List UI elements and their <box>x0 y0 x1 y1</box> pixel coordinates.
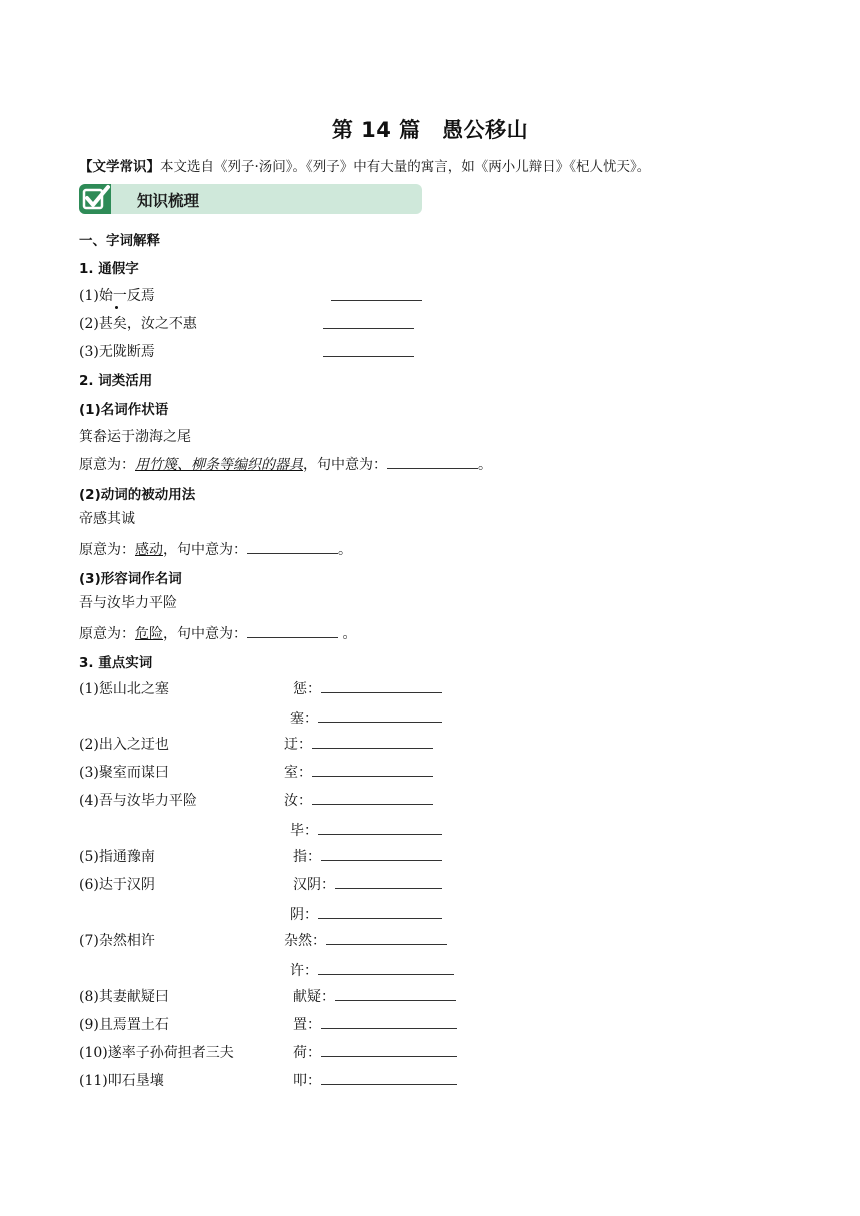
literature-tag: 【文学常识】 <box>79 159 160 175</box>
key-word: 献疑： <box>293 986 456 1006</box>
answer-blank[interactable] <box>326 930 447 945</box>
key-word: 塞： <box>290 708 442 728</box>
tongjiazi-heading: 1. 通假字 <box>79 261 139 277</box>
answer-blank[interactable] <box>323 342 414 357</box>
original-meaning: 危险 <box>135 626 163 642</box>
answer-blank[interactable] <box>318 904 442 919</box>
section-banner <box>79 184 422 214</box>
page-title: 第 14 篇 愚公移山 <box>331 118 529 142</box>
key-word: 荷： <box>293 1042 457 1062</box>
list-item: (7)杂然相许 <box>79 933 155 949</box>
checkmark-icon <box>79 184 111 214</box>
key-word: 汝： <box>284 790 433 810</box>
cilei-sub2-sentence: 帝感其诚 <box>79 511 135 527</box>
answer-blank[interactable] <box>318 960 454 975</box>
cilei-sub3-line: 原意为：危险，句中意为： 。 <box>79 623 356 643</box>
original-meaning: 感动 <box>135 542 163 558</box>
cilei-sub3-sentence: 吾与汝毕力平险 <box>79 595 177 611</box>
key-word: 室： <box>284 762 433 782</box>
tongjiazi-item: (3)无陇断焉 <box>79 344 155 360</box>
key-word: 置： <box>293 1014 457 1034</box>
answer-blank[interactable] <box>335 986 456 1001</box>
answer-blank[interactable] <box>321 1042 457 1057</box>
answer-blank[interactable] <box>321 1014 457 1029</box>
list-item: (3)聚室而谋曰 <box>79 765 169 781</box>
answer-blank[interactable] <box>318 708 442 723</box>
list-item: (11)叩石垦壤 <box>79 1073 164 1089</box>
list-item: (9)且焉置土石 <box>79 1017 169 1033</box>
list-item: (10)遂率子孙荷担者三夫 <box>79 1045 234 1061</box>
literature-text: 本文选自《列子·汤问》。《列子》中有大量的寓言，如《两小儿辩日》《杞人忧天》。 <box>160 159 651 175</box>
key-word: 汉阴： <box>293 874 442 894</box>
part1-heading: 一、字词解释 <box>79 233 160 249</box>
key-word: 毕： <box>290 820 442 840</box>
answer-blank[interactable] <box>247 623 338 638</box>
original-meaning: 用竹篾、柳条等编织的器具 <box>135 457 303 473</box>
key-word: 惩： <box>293 678 442 698</box>
cilei-sub2-line: 原意为：感动，句中意为： 。 <box>79 539 352 559</box>
answer-blank[interactable] <box>387 454 478 469</box>
answer-blank[interactable] <box>318 820 442 835</box>
key-word: 杂然： <box>284 930 447 950</box>
tongjiazi-item: (2)甚矣，汝之不惠 <box>79 316 197 332</box>
list-item: (1)惩山北之塞 <box>79 681 169 697</box>
cilei-sub2-heading: (2)动词的被动用法 <box>79 487 196 503</box>
answer-blank[interactable] <box>321 1070 457 1085</box>
list-item: (4)吾与汝毕力平险 <box>79 793 197 809</box>
cilei-sub3-heading: (3)形容词作名词 <box>79 571 182 587</box>
list-item: (8)其妻献疑曰 <box>79 989 169 1005</box>
list-item: (2)出入之迂也 <box>79 737 169 753</box>
list-item: (6)达于汉阴 <box>79 877 155 893</box>
tongjiazi-item: (1)始一反焉 <box>79 288 155 304</box>
cilei-sub1-heading: (1)名词作状语 <box>79 402 169 418</box>
list-item: (5)指通豫南 <box>79 849 155 865</box>
shici-heading: 3. 重点实词 <box>79 655 153 671</box>
answer-blank[interactable] <box>323 314 414 329</box>
literature-note <box>79 155 650 175</box>
key-word: 迂： <box>284 734 433 754</box>
cilei-sub1-sentence: 箕畚运于渤海之尾 <box>79 429 191 445</box>
answer-blank[interactable] <box>331 286 422 301</box>
answer-blank[interactable] <box>312 734 433 749</box>
answer-blank[interactable] <box>247 539 338 554</box>
answer-blank[interactable] <box>321 678 442 693</box>
answer-blank[interactable] <box>335 874 442 889</box>
key-word: 阴： <box>290 904 442 924</box>
key-word: 叩： <box>293 1070 457 1090</box>
answer-blank[interactable] <box>312 762 433 777</box>
section-banner-label: 知识梳理 <box>137 192 200 210</box>
cilei-heading: 2. 词类活用 <box>79 373 153 389</box>
key-word: 许： <box>290 960 454 980</box>
answer-blank[interactable] <box>321 846 442 861</box>
answer-blank[interactable] <box>312 790 433 805</box>
cilei-sub1-line: 原意为：用竹篾、柳条等编织的器具，句中意为： 。 <box>79 454 492 474</box>
key-word: 指： <box>293 846 442 866</box>
